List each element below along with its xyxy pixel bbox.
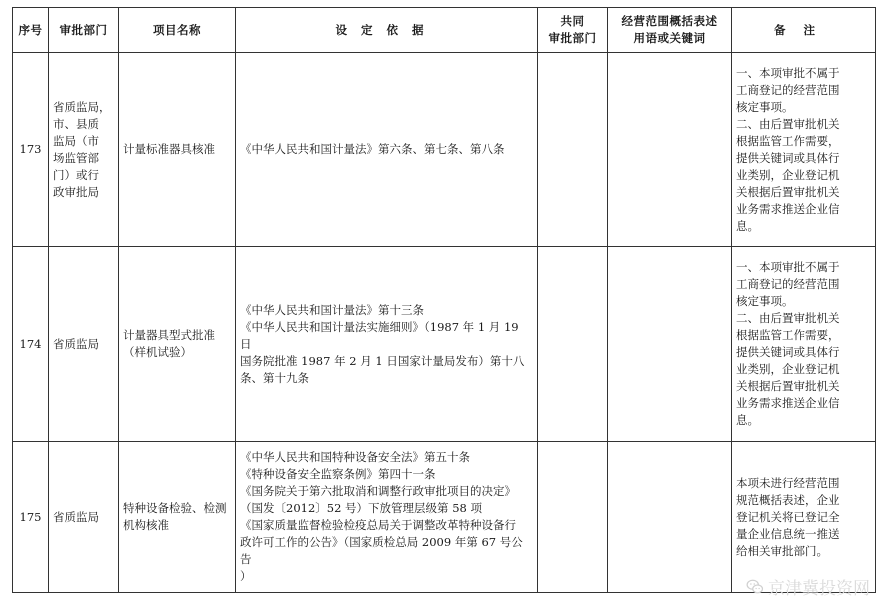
cell-dept-line: 门）或行 (53, 167, 99, 182)
cell-basis (236, 442, 538, 593)
cell-dept-line: 省质监局 (53, 509, 99, 524)
cell-remark-line: 业类别，企业登记机 (736, 362, 840, 376)
header-scope (608, 8, 732, 53)
cell-dept-line: 省质监局， (53, 99, 111, 114)
cell-remark-line: 二、由后置审批机关 (736, 311, 840, 325)
watermark (746, 574, 870, 599)
cell-basis-line: 条、第十九条 (240, 370, 309, 385)
cell-co-dept (538, 53, 608, 247)
cell-dept-line: 政审批局 (53, 184, 99, 199)
cell-remark-line: 关根据后置审批机关 (736, 379, 840, 393)
cell-basis-line: 政许可工作的公告》（国家质检总局 2009 年第 67 号公告 (240, 535, 523, 566)
header-dept: 审批部门 (49, 8, 119, 53)
cell-dept (49, 442, 119, 593)
cell-basis-line: 《中华人民共和国计量法》第六条、第七条、第八条 (240, 142, 505, 156)
cell-basis-line: ） (240, 569, 252, 583)
cell-dept-line: 监局（市 (53, 133, 99, 148)
cell-remark-line: 息。 (736, 413, 759, 427)
cell-basis-line: 《国务院关于第六批取消和调整行政审批项目的决定》 (240, 484, 516, 498)
header-name: 项目名称 (119, 8, 236, 53)
header-row (13, 8, 876, 53)
cell-basis-line: 《中华人民共和国特种设备安全法》第五十条 (240, 450, 470, 464)
cell-scope (608, 442, 732, 593)
cell-name: 计量标准器具核准 (119, 53, 236, 247)
cell-remark-line: 工商登记的经营范围 (736, 82, 840, 97)
cell-remark (732, 53, 876, 247)
cell-co-dept (538, 247, 608, 442)
cell-basis-line: 国务院批准 1987 年 2 月 1 日国家计量局发布）第十八 (240, 353, 525, 368)
cell-remark-line: 本项未进行经营范围 (736, 475, 840, 490)
header-co-dept-line: 共同 (560, 14, 585, 28)
cell-scope (608, 247, 732, 442)
header-co-dept (538, 8, 608, 53)
wechat-icon (746, 578, 764, 596)
cell-name: 特种设备检验、检测机构核准 (119, 442, 236, 593)
cell-dept (49, 247, 119, 442)
cell-seq: 175 (13, 442, 49, 593)
table-row (13, 247, 876, 442)
cell-basis (236, 53, 538, 247)
cell-dept-line: 市、县质 (53, 116, 99, 131)
cell-remark-line: 二、由后置审批机关 (736, 116, 840, 131)
cell-dept-line: 省质监局 (53, 336, 99, 351)
header-seq: 序号 (13, 8, 49, 53)
cell-remark (732, 247, 876, 442)
cell-remark-line: 根据监管工作需要， (736, 328, 840, 342)
cell-remark-line: 根据监管工作需要， (736, 133, 840, 148)
approval-items-table (12, 7, 876, 593)
table-row (13, 53, 876, 247)
header-remark: 备注 (732, 8, 876, 53)
table-row (13, 442, 876, 593)
cell-remark-line: 规范概括表述，企业 (736, 492, 840, 507)
cell-remark-line: 核定事项。 (736, 294, 794, 308)
cell-basis-line: 《特种设备安全监察条例》第四十一条 (240, 467, 436, 481)
cell-remark (732, 442, 876, 593)
header-basis: 设定依据 (236, 8, 538, 53)
header-scope-line: 用语或关键词 (633, 31, 706, 45)
cell-remark-line: 给相关审批部门。 (736, 543, 828, 558)
cell-basis (236, 247, 538, 442)
cell-scope (608, 53, 732, 247)
cell-remark-line: 量企业信息统一推送 (736, 526, 840, 541)
cell-co-dept (538, 442, 608, 593)
cell-name: 计量器具型式批准（样机试验） (119, 247, 236, 442)
cell-remark-line: 提供关键词或具体行 (736, 345, 840, 359)
cell-basis-line: 《中华人民共和国计量法实施细则》（1987 年 1 月 19 日 (240, 319, 519, 351)
watermark-text: 京津冀投资网 (768, 579, 870, 599)
cell-seq: 173 (13, 53, 49, 247)
cell-basis-line: 《中华人民共和国计量法》第十三条 (240, 302, 424, 317)
header-co-dept-line: 审批部门 (548, 31, 597, 45)
cell-remark-line: 业务需求推送企业信 (736, 201, 840, 216)
header-scope-line: 经营范围概括表述 (621, 14, 718, 28)
cell-dept-line: 场监管部 (53, 150, 99, 165)
cell-remark-line: 工商登记的经营范围 (736, 277, 840, 291)
cell-remark-line: 核定事项。 (736, 99, 794, 114)
cell-remark-line: 一、本项审批不属于 (736, 65, 840, 80)
cell-basis-line: （国发〔2012〕52 号）下放管理层级第 58 项 (240, 501, 482, 515)
cell-remark-line: 登记机关将已登记全 (736, 509, 840, 524)
cell-remark-line: 业务需求推送企业信 (736, 396, 840, 410)
cell-seq: 174 (13, 247, 49, 442)
cell-basis-line: 《国家质量监督检验检疫总局关于调整改革特种设备行 (240, 518, 516, 532)
cell-remark-line: 业类别，企业登记机 (736, 167, 840, 182)
cell-remark-line: 息。 (736, 218, 759, 233)
cell-dept (49, 53, 119, 247)
cell-remark-line: 关根据后置审批机关 (736, 184, 840, 199)
cell-remark-line: 一、本项审批不属于 (736, 260, 840, 274)
cell-remark-line: 提供关键词或具体行 (736, 150, 840, 165)
